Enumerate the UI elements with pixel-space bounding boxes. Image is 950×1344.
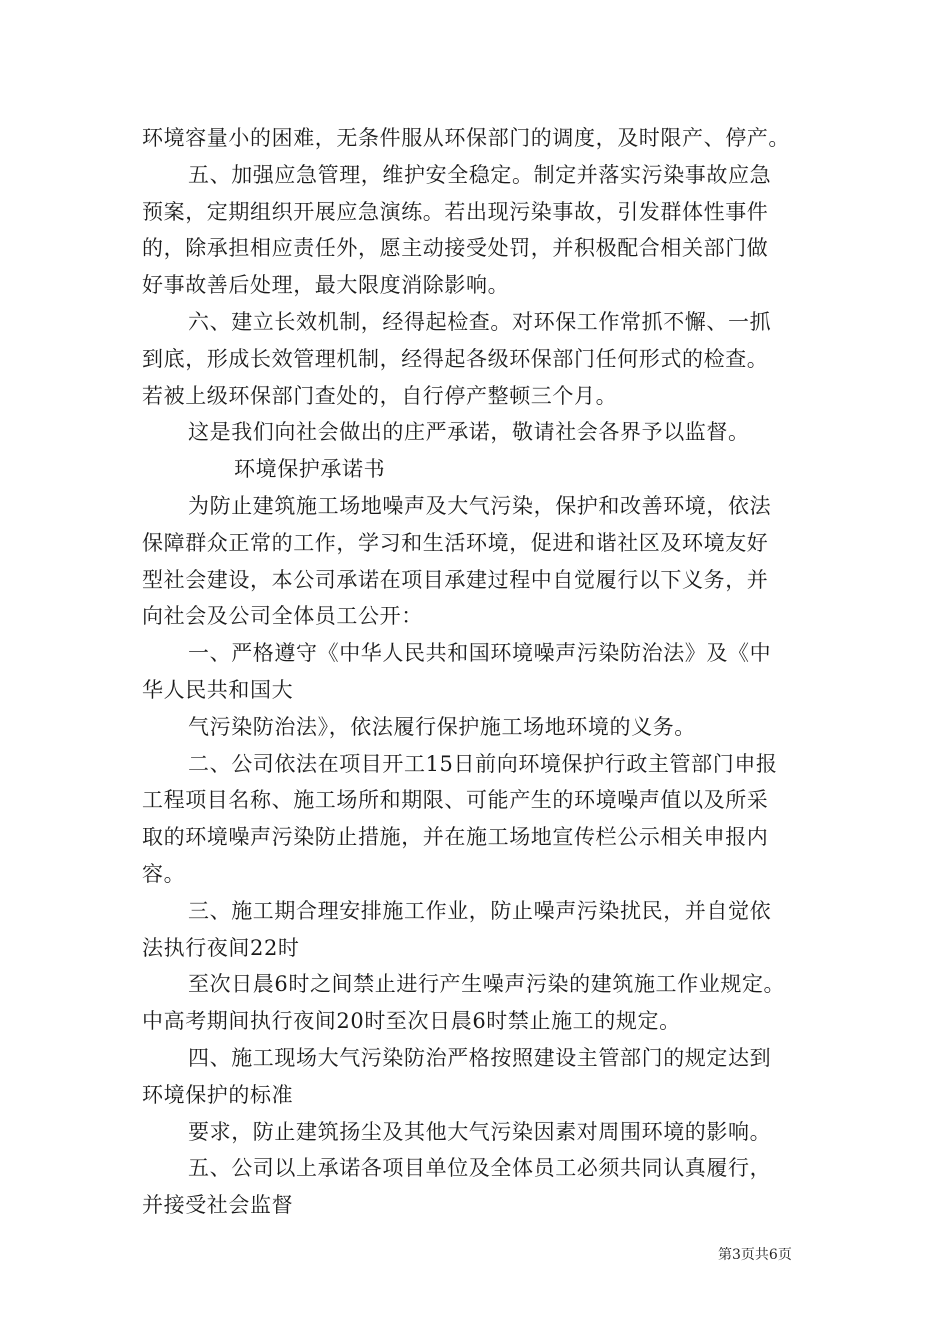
text-line: 工程项目名称、施工场所和期限、可能产生的环境噪声值以及所采 bbox=[142, 788, 769, 813]
text-line: 至次日晨6时之间禁止进行产生噪声污染的建筑施工作业规定。 bbox=[188, 972, 786, 997]
text-line: 五、加强应急管理，维护安全稳定。制定并落实污染事故应急 bbox=[188, 162, 772, 187]
text-line: 到底，形成长效管理机制，经得起各级环保部门任何形式的检查。 bbox=[142, 346, 769, 371]
text-line: 容。 bbox=[142, 861, 186, 886]
text-line: 华人民共和国大 bbox=[142, 677, 294, 702]
text-line: 向社会及公司全体员工公开： bbox=[142, 604, 423, 629]
text-line: 预案，定期组织开展应急演练。若出现污染事故，引发群体性事件 bbox=[142, 199, 769, 224]
text-line: 若被上级环保部门查处的，自行停产整顿三个月。 bbox=[142, 383, 618, 408]
text-line: 取的环境噪声污染防止措施，并在施工场地宣传栏公示相关申报内 bbox=[142, 825, 769, 850]
text-line: 二、公司依法在项目开工15日前向环境保护行政主管部门申报 bbox=[188, 751, 778, 776]
text-line: 五、公司以上承诺各项目单位及全体员工必须共同认真履行， bbox=[188, 1156, 772, 1181]
text-line: 保障群众正常的工作，学习和生活环境，促进和谐社区及环境友好 bbox=[142, 530, 769, 555]
text-line: 三、施工期合理安排施工作业，防止噪声污染扰民，并自觉依 bbox=[188, 898, 772, 923]
text-line: 的，除承担相应责任外，愿主动接受处罚，并积极配合相关部门做 bbox=[142, 236, 769, 261]
section-heading: 环境保护承诺书 bbox=[234, 457, 386, 482]
text-line: 型社会建设，本公司承诺在项目承建过程中自觉履行以下义务，并 bbox=[142, 567, 769, 592]
text-line: 四、施工现场大气污染防治严格按照建设主管部门的规定达到 bbox=[188, 1045, 772, 1070]
document-body bbox=[142, 120, 822, 1224]
text-line: 六、建立长效机制，经得起检查。对环保工作常抓不懈、一抓 bbox=[188, 309, 772, 334]
text-line: 这是我们向社会做出的庄严承诺，敬请社会各界予以监督。 bbox=[188, 420, 750, 445]
text-line: 环境容量小的困难，无条件服从环保部门的调度，及时限产、停产。 bbox=[142, 126, 790, 150]
page-number-footer: 第3页共6页 bbox=[718, 1247, 792, 1263]
text-line: 环境保护的标准 bbox=[142, 1082, 294, 1107]
text-line: 法执行夜间22时 bbox=[142, 935, 300, 960]
text-line: 一、严格遵守《中华人民共和国环境噪声污染防治法》及《中 bbox=[188, 641, 772, 666]
text-line: 为防止建筑施工场地噪声及大气污染，保护和改善环境，依法 bbox=[188, 493, 772, 518]
text-line: 中高考期间执行夜间20时至次日晨6时禁止施工的规定。 bbox=[142, 1009, 681, 1034]
text-line: 要求，防止建筑扬尘及其他大气污染因素对周围环境的影响。 bbox=[188, 1119, 772, 1144]
text-line: 气污染防治法》，依法履行保护施工场地环境的义务。 bbox=[188, 714, 696, 739]
text-line: 并接受社会监督 bbox=[142, 1193, 294, 1218]
text-line: 好事故善后处理，最大限度消除影响。 bbox=[142, 273, 510, 298]
